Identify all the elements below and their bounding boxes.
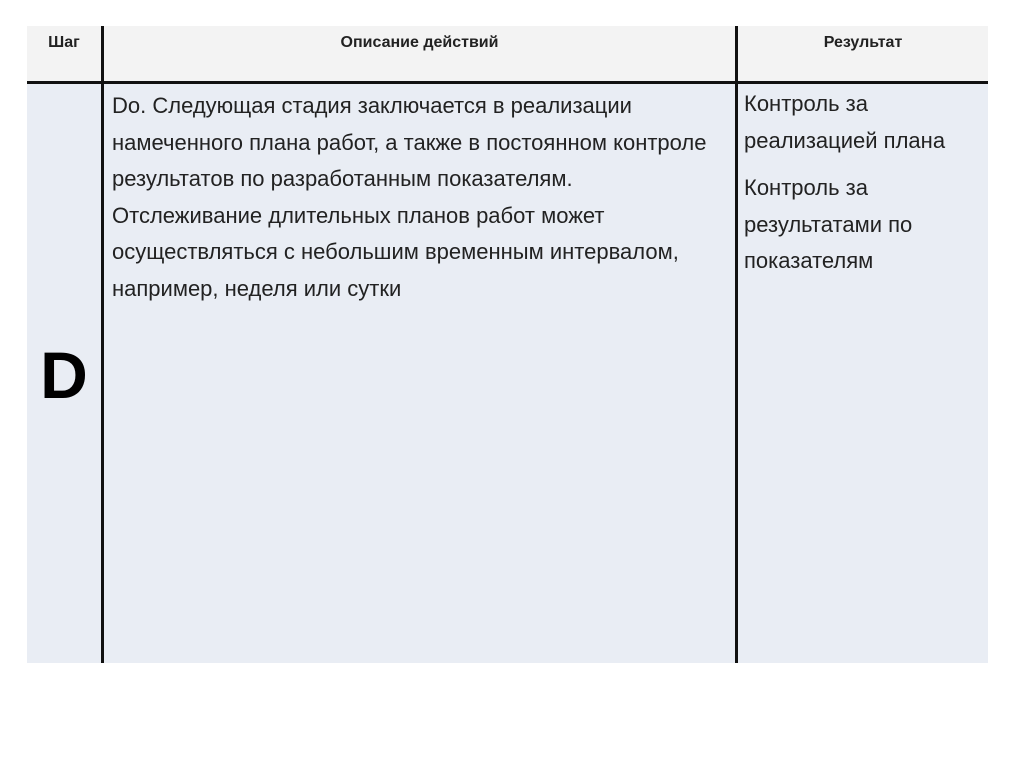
- header-description: Описание действий: [340, 34, 499, 51]
- description-text: Do. Следующая стадия заключается в реализации намеченного плана работ, а также в постоянном контроле результатов по разработанным показателям. Отслеживание длительных планов работ может осуществляться с небольшим временным интервалом, например, неделя или сутки: [112, 93, 707, 301]
- step-letter: D: [40, 338, 88, 412]
- header-divider: [27, 81, 988, 84]
- result-list: [744, 86, 982, 291]
- result-item: Контроль за реализацией плана: [744, 91, 946, 153]
- column-divider-step: [101, 26, 104, 663]
- header-step: Шаг: [48, 34, 80, 51]
- column-divider-result: [735, 26, 738, 663]
- header-result: Результат: [823, 34, 903, 51]
- result-item: Контроль за результатами по показателям: [744, 175, 913, 273]
